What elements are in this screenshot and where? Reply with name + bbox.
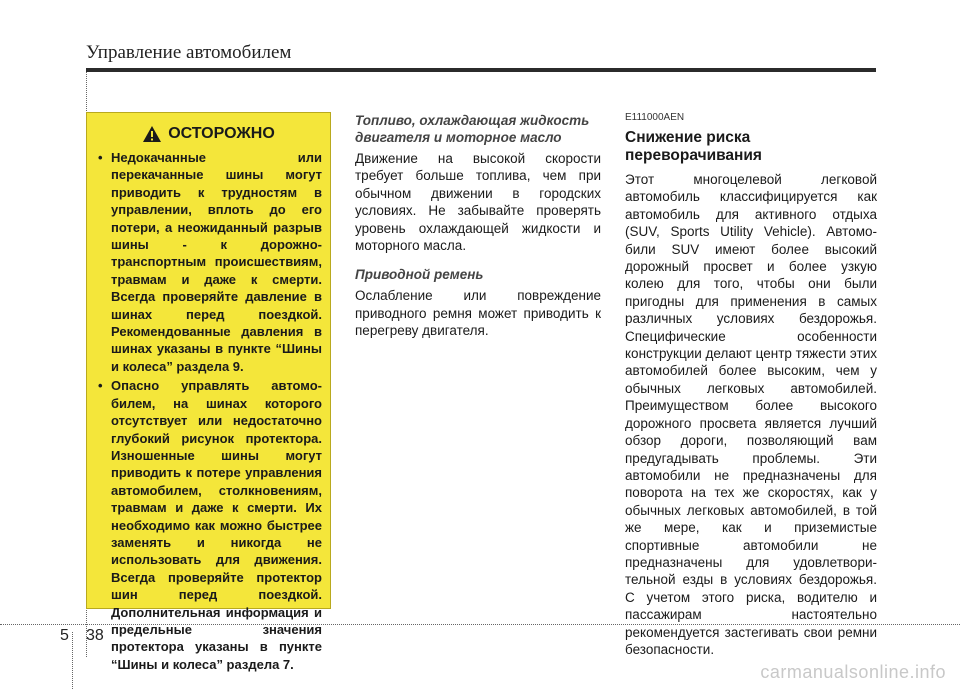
fuel-heading: Топливо, охлаждающая жидкость двигателя и моторное масло	[355, 113, 590, 145]
watermark-link[interactable]: carmanualsonline.info	[760, 662, 946, 682]
right-column	[625, 112, 877, 670]
warning-list	[95, 149, 322, 673]
rollover-heading: Снижение риска переворачивания	[625, 129, 762, 164]
section-code: E111000AEN	[625, 112, 685, 123]
belt-text: Ослабление или повреждение приводного ремня может приводить к перегреву двигателя.	[355, 288, 601, 339]
page-number: 38	[86, 627, 104, 644]
section-number: 5	[60, 627, 69, 644]
belt-heading: Приводной ремень	[355, 267, 484, 283]
warning-title: ОСТОРОЖНО	[168, 125, 275, 142]
warning-triangle-icon	[142, 125, 162, 143]
warning-heading	[95, 125, 322, 143]
warning-item: • Опасно управлять автомо-билем, на шинах которого отсутствует или недостаточно глубокий рисунок протектора. Изношенные шины могут приводить к потере управления автомобилем, столкновениям, травмам и даже к смерти. Их необходимо как можно быстрее заменять и никогда не использовать для движения. Всегда проверяйте протектор шин перед поездкой. Дополнительная информация и предельные значения протектора указаны в пункте “Шины и колеса” раздела 7.	[95, 377, 322, 673]
rollover-text: Этот многоцелевой легковой автомобиль классифицируется как автомобиль для активного отдыха (SUV, Sports Utility Vehicle). Автомо-били SUV имеют более высокий дорожный просвет и более узкую колею для того, чтобы они были пригодны для применения в самых различных условиях бездорожья. Специфические особенности конструкции делают центр тяжести этих автомобилей более высоким, чем у обычных легковых автомобилей. Преимуществом более высокого дорожного просвета является лучший обзор дороги, позволяющий вам предугадывать проблемы. Эти автомобили не предназначены для поворота на тех же скоростях, как у обычных легковых автомобилей, в той же мере, как и приземистые спортивные автомобили не предназначены для удовлетвори-тельной езды в условиях бездорожья. С учетом этого риска, водителю и пассажирам настоятельно рекомендуется застегивать свои ремни безопасности.	[625, 172, 877, 657]
fuel-text: Движение на высокой скорости требует больше топлива, чем при обычном движении в городских условиях. Не забывайте проверять уровень охлаждающей жидкости и моторного масла.	[355, 151, 601, 254]
footer-margin-rule	[72, 632, 73, 689]
page-header-title: Управление автомобилем	[86, 42, 292, 63]
warning-item: • Недокачанные или перекачанные шины могут приводить к трудностям в управлении, вплоть до его потери, а неожиданный разрыв шины - к дорожно-транспортным происшествиям, травмам и даже к смерти. Всегда проверяйте давление в шинах перед поездкой. Рекомендованные давления в шинах указаны в пункте “Шины и колеса” раздела 9.	[95, 149, 322, 375]
middle-column	[355, 112, 601, 352]
header-divider	[86, 68, 876, 72]
